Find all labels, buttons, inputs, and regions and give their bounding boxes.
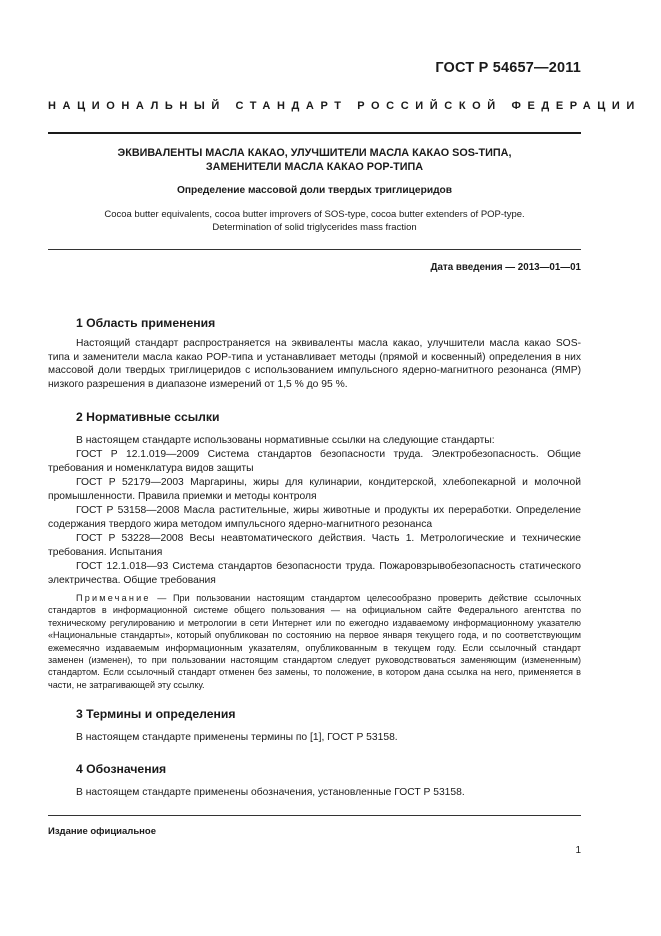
section-4-heading: 4 Обозначения [76, 762, 167, 776]
page-number: 1 [575, 845, 581, 856]
section-3-text: В настоящем стандарте применены термины по [1], ГОСТ Р 53158. [76, 732, 398, 743]
section-2-intro: В настоящем стандарте использованы нормативные ссылки на следующие стандарты: [76, 435, 495, 446]
section-3-heading: 3 Термины и определения [76, 707, 236, 721]
footer-rule [48, 815, 581, 816]
english-title-line-2: Determination of solid triglycerides mass fraction [212, 222, 417, 233]
note-label: Примечание [76, 593, 151, 603]
national-standard-heading: НАЦИОНАЛЬНЫЙ СТАНДАРТ РОССИЙСКОЙ ФЕДЕРАЦИИ [48, 100, 641, 112]
reference-item: ГОСТ Р 53228—2008 Весы неавтоматического действия. Часть 1. Метрологические и технические требования. Испытания [48, 533, 581, 558]
title-rule [48, 249, 581, 250]
english-title [48, 208, 581, 234]
reference-item: ГОСТ Р 12.1.019—2009 Система стандартов безопасности труда. Электробезопасность. Общие требования и номенклатура видов защиты [48, 449, 581, 474]
introduction-date: Дата введения — 2013—01—01 [430, 262, 581, 273]
document-title [48, 146, 581, 174]
gost-number: ГОСТ Р 54657—2011 [435, 60, 581, 76]
references-note: Примечание — При пользовании настоящим стандартом целесообразно проверить действие ссылочных стандартов в информационной системе общего пользования — на официальном сайте Федерального агентства по техническому регулированию и метрологии в сети Интернет или по ежегодно издаваемому информационному указателю «Национальные стандарты», который опубликован по состоянию на первое января текущего года, и по соответствующим ежемесячно издаваемым информационным указателям, опубликованным в текущем году. Если ссылочный стандарт заменен (изменен), то при пользовании настоящим стандартом следует руководствоваться заменяющим (измененным) стандартом. Если ссылочный стандарт отменен без замены, то положение, в котором дана ссылка на него, применяется в части, не затрагивающей эту ссылку. [48, 593, 581, 690]
document-subtitle: Определение массовой доли твердых триглицеридов [176, 185, 453, 196]
header-rule [48, 132, 581, 134]
reference-item: ГОСТ Р 52179—2003 Маргарины, жиры для кулинарии, кондитерской, хлебопекарной и молочной промышленности. Правила приемки и методы контроля [48, 477, 581, 502]
title-line-2: ЗАМЕНИТЕЛИ МАСЛА КАКАО POP-ТИПА [205, 161, 424, 173]
section-2-heading: 2 Нормативные ссылки [76, 410, 220, 424]
section-4-text: В настоящем стандарте применены обозначения, установленные ГОСТ Р 53158. [76, 787, 465, 798]
english-title-line-1: Cocoa butter equivalents, cocoa butter improvers of SOS-type, cocoa butter extenders of POP-type. [104, 209, 525, 220]
section-1-text: Настоящий стандарт распространяется на эквиваленты масла какао, улучшители масла какао SOS-типа и заменители масла какао POP-типа и устанавливает методы (прямой и косвенный) определения в них массовой доли твердых триглицеридов с использованием импульсного ядерно-магнитного резонанса (ЯМР) низкого разрешения в диапазоне измерений от 1,5 % до 95 %. [48, 338, 581, 391]
reference-item: ГОСТ Р 53158—2008 Масла растительные, жиры животные и продукты их переработки. Определение содержания твердого жира методом импульсного ядерно-магнитного резонанса [48, 505, 581, 530]
section-1-heading: 1 Область применения [76, 316, 216, 330]
title-line-1: ЭКВИВАЛЕНТЫ МАСЛА КАКАО, УЛУЧШИТЕЛИ МАСЛА КАКАО SOS-ТИПА, [117, 147, 512, 159]
edition-label: Издание официальное [48, 826, 156, 837]
reference-item: ГОСТ 12.1.018—93 Система стандартов безопасности труда. Пожаровзрывобезопасность статического электричества. Общие требования [48, 561, 581, 586]
